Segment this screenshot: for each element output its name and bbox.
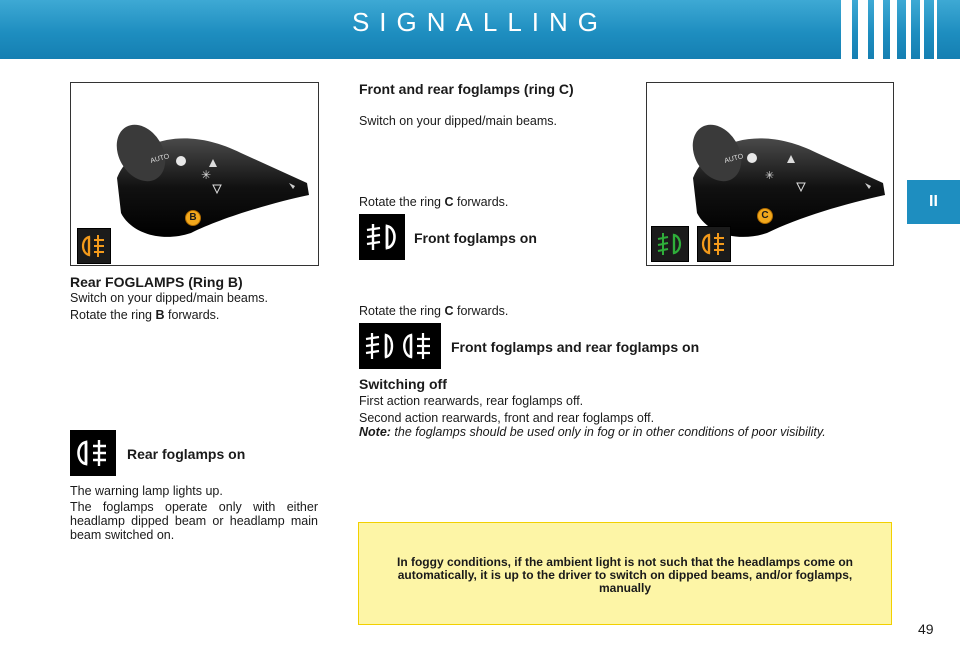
switching-off-step-2: Second action rearwards, front and rear foglamps off. (359, 411, 655, 425)
warning-lamp-text: The warning lamp lights up. (70, 484, 223, 498)
stalk-figure-ring-b (70, 82, 319, 266)
svg-text:✳: ✳ (201, 168, 212, 182)
front-foglamp-warning-icon (651, 226, 689, 262)
page-header (0, 0, 960, 59)
rotate-ring-c-text: Rotate the ring C forwards. (359, 304, 509, 318)
auto-marking: AUTO (723, 153, 745, 165)
front-rear-foglamps-heading: Front and rear foglamps (ring C) (359, 81, 574, 97)
auto-marking: AUTO (149, 153, 171, 165)
switch-on-beams-text: Switch on your dipped/main beams. (359, 114, 558, 128)
foglamp-operation-text: The foglamps operate only with either headlamp dipped beam or headlamp main beam switched on. (70, 500, 318, 542)
rotate-ring-b-text: Rotate the ring B forwards. (70, 308, 220, 322)
callout-c: C (757, 208, 773, 224)
rear-foglamp-warning-icon (77, 228, 111, 264)
rotate-ring-c-text: Rotate the ring C forwards. (359, 195, 509, 209)
front-foglamp-icon (359, 214, 405, 260)
switch-on-beams-text: Switch on your dipped/main beams. (70, 291, 269, 305)
foglamp-usage-note: Note: the foglamps should be used only in fog or in other conditions of poor visibility. (359, 425, 826, 439)
callout-b: B (185, 210, 201, 226)
fog-advice-box (358, 522, 892, 625)
front-foglamps-on-label: Front foglamps on (414, 230, 537, 246)
stalk-figure-ring-c (646, 82, 894, 266)
page-number: 49 (918, 621, 934, 637)
rear-foglamp-warning-icon (697, 226, 731, 262)
rear-foglamps-heading: Rear FOGLAMPS (Ring B) (70, 274, 243, 290)
switching-off-heading: Switching off (359, 376, 447, 392)
svg-text:✳: ✳ (765, 169, 775, 182)
front-and-rear-foglamps-on-label: Front foglamps and rear foglamps on (451, 339, 700, 355)
page-title: SIGNALLING (351, 7, 609, 37)
rear-foglamp-icon (70, 430, 116, 476)
switching-off-step-1: First action rearwards, rear foglamps off. (359, 394, 584, 408)
chapter-tab[interactable]: II (907, 180, 960, 224)
front-and-rear-foglamp-icon (359, 323, 441, 369)
fog-advice-text: In foggy conditions, if the ambient light is not such that the headlamps come on automatically, it is up to the driver to switch on dipped beams, and/or foglamps, manually (396, 555, 854, 595)
rear-foglamps-on-label: Rear foglamps on (127, 446, 246, 462)
